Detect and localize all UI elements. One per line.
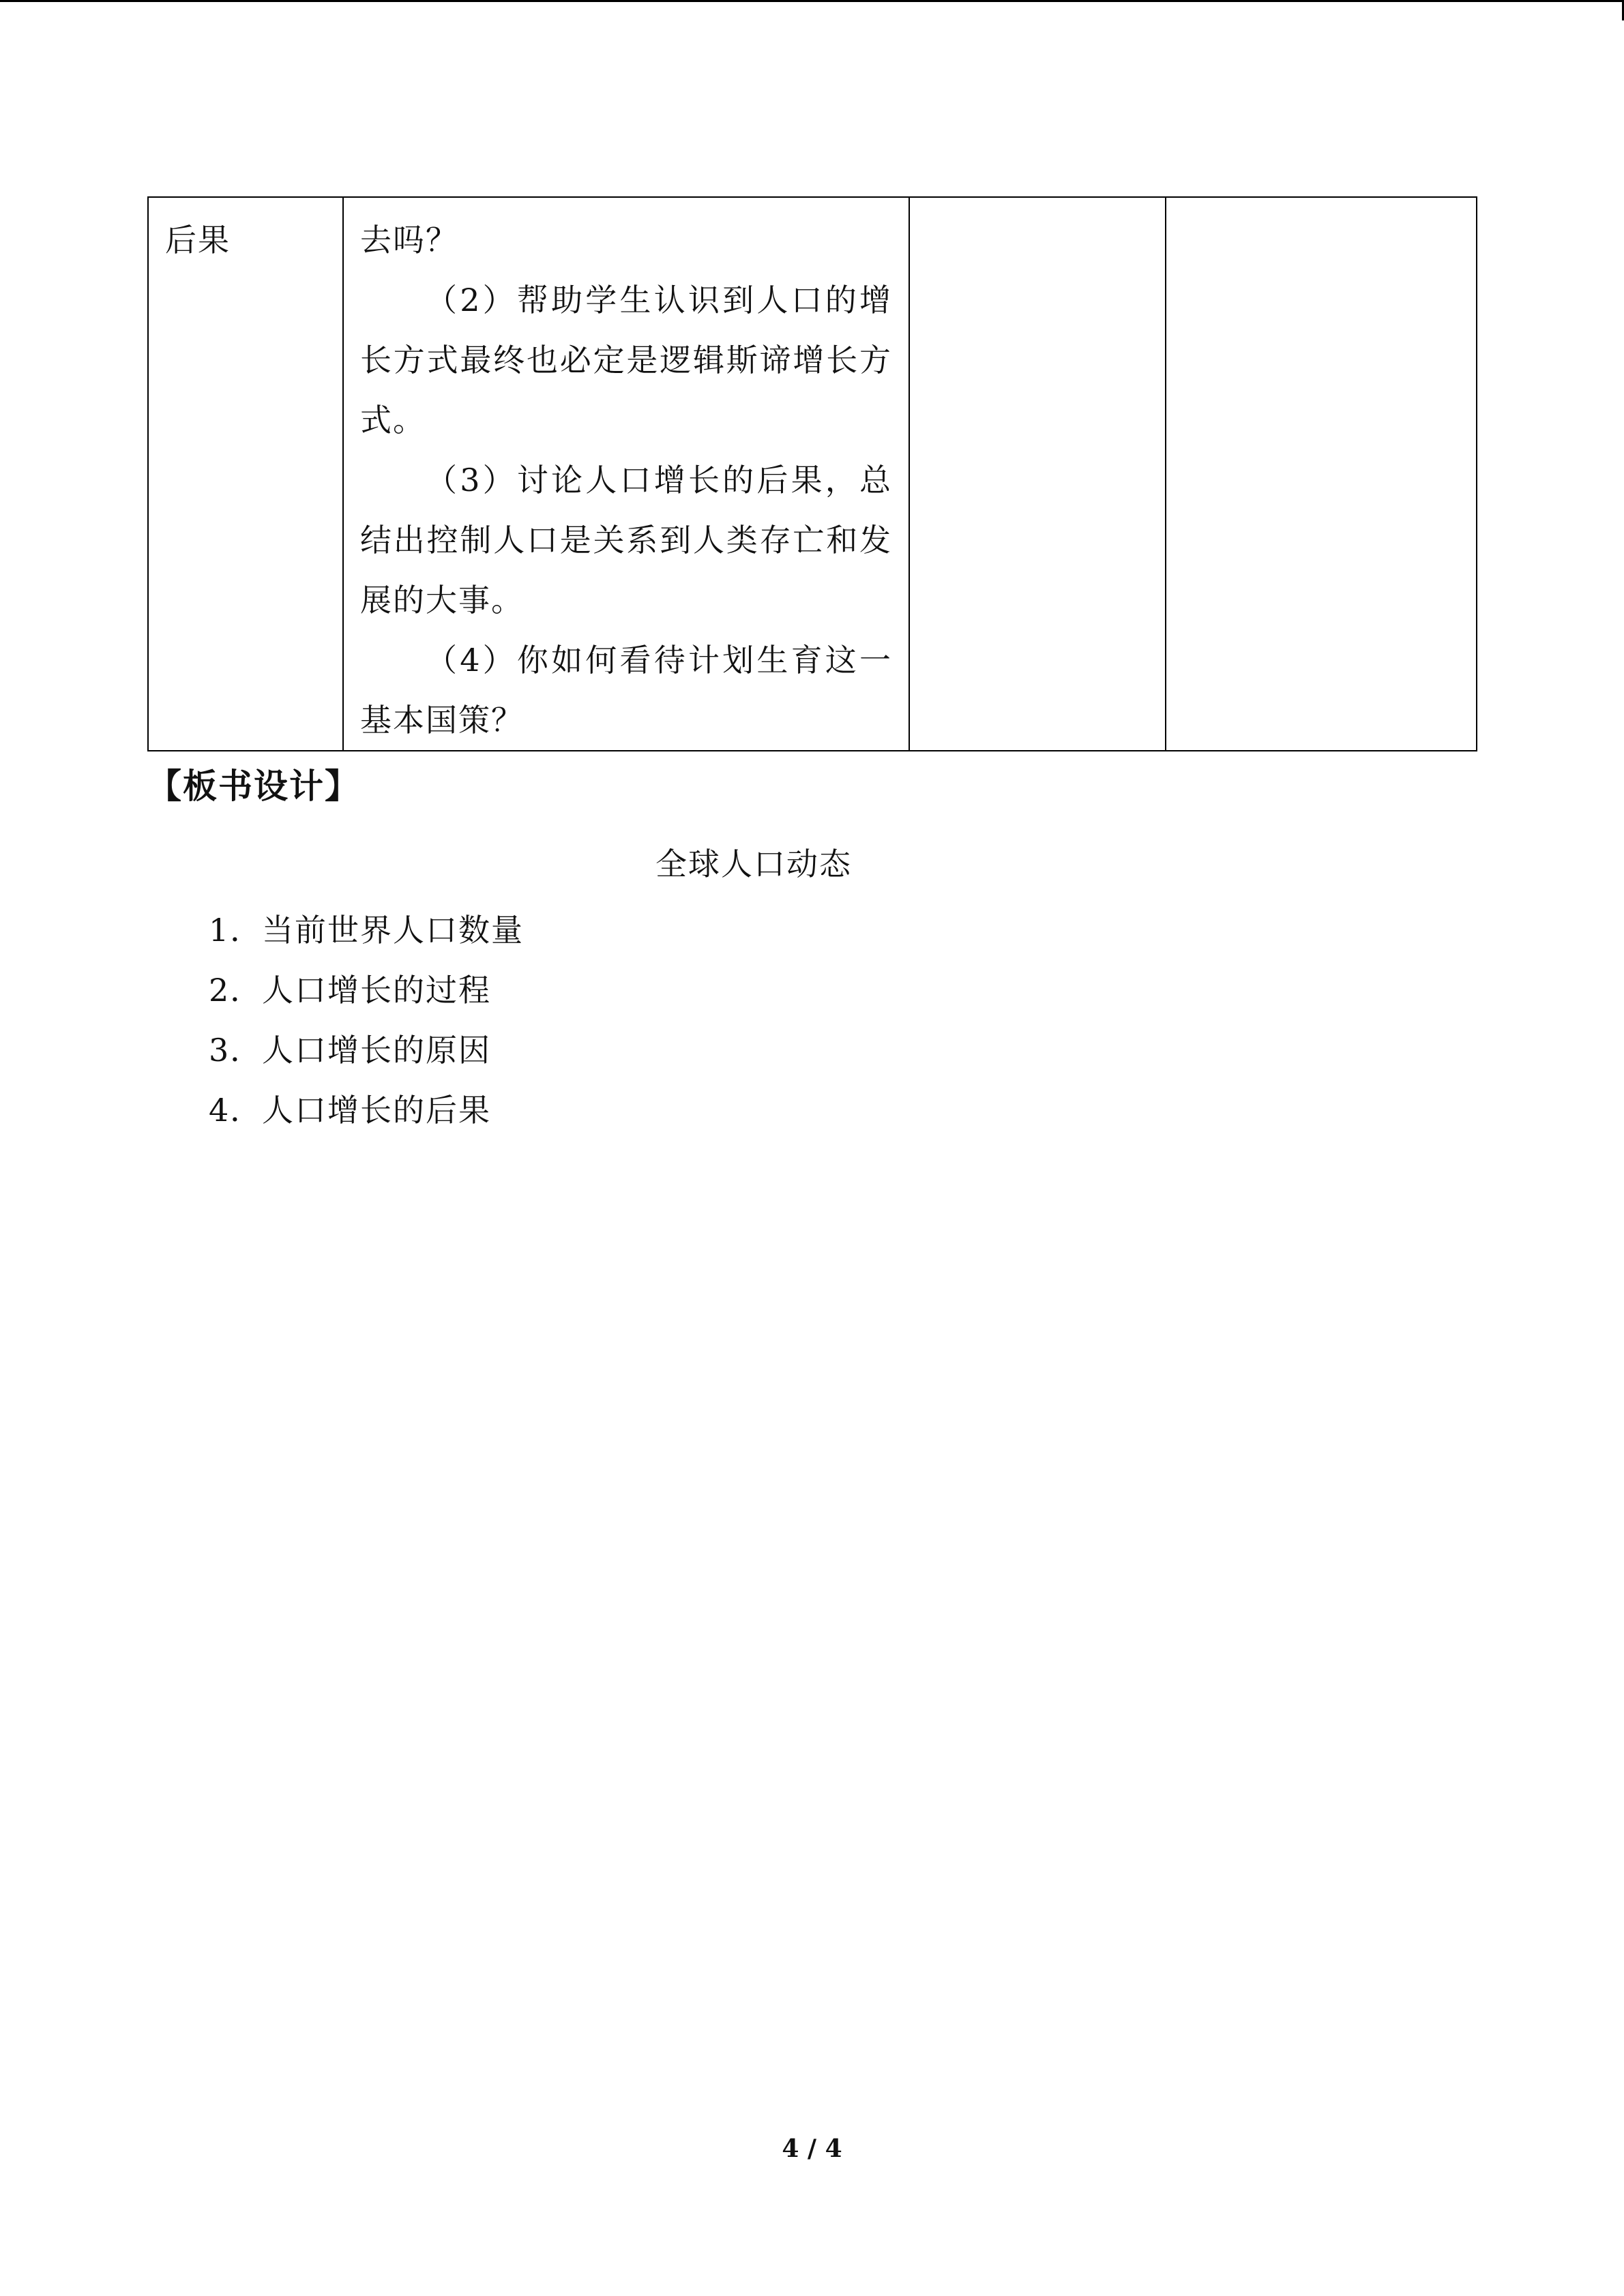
- teaching-content-cell: [343, 197, 909, 751]
- empty-cell-4: [1166, 197, 1477, 751]
- list-item: [209, 960, 524, 1020]
- page-number: 4 / 4: [782, 2134, 842, 2163]
- stage-label: 后果: [165, 222, 231, 258]
- list-item: [209, 900, 524, 960]
- teaching-content: [344, 198, 909, 750]
- table-row: [148, 197, 1477, 751]
- lesson-plan-table: [147, 196, 1477, 751]
- list-item-text: 人口增长的原因: [262, 1032, 491, 1069]
- top-border-line: [0, 0, 1624, 2]
- content-paragraph-3: （3）讨论人口增长的后果，总结出控制人口是关系到人类存亡和发展的大事。: [360, 462, 892, 618]
- list-item-number: 4．: [209, 1092, 263, 1129]
- content-paragraph-2: （2）帮助学生认识到人口的增长方式最终也必定是逻辑斯谛增长方式。: [360, 282, 892, 438]
- list-item-text: 当前世界人口数量: [262, 912, 524, 949]
- board-title: 全球人口动态: [655, 846, 852, 882]
- board-outline-list: [209, 900, 524, 1140]
- list-item-text: 人口增长的后果: [262, 1092, 491, 1129]
- list-item: [209, 1080, 524, 1140]
- empty-cell-3: [909, 197, 1166, 751]
- content-paragraph-4: （4）你如何看待计划生育这一基本国策？: [360, 642, 892, 739]
- stage-label-cell: [148, 197, 343, 751]
- content-paragraph-1: 去吗？: [360, 222, 458, 258]
- list-item-text: 人口增长的过程: [262, 972, 491, 1009]
- board-design-heading: 【板书设计】: [147, 766, 360, 806]
- list-item-number: 1．: [209, 912, 263, 949]
- list-item-number: 2．: [209, 972, 263, 1009]
- list-item-number: 3．: [209, 1032, 263, 1069]
- list-item: [209, 1020, 524, 1080]
